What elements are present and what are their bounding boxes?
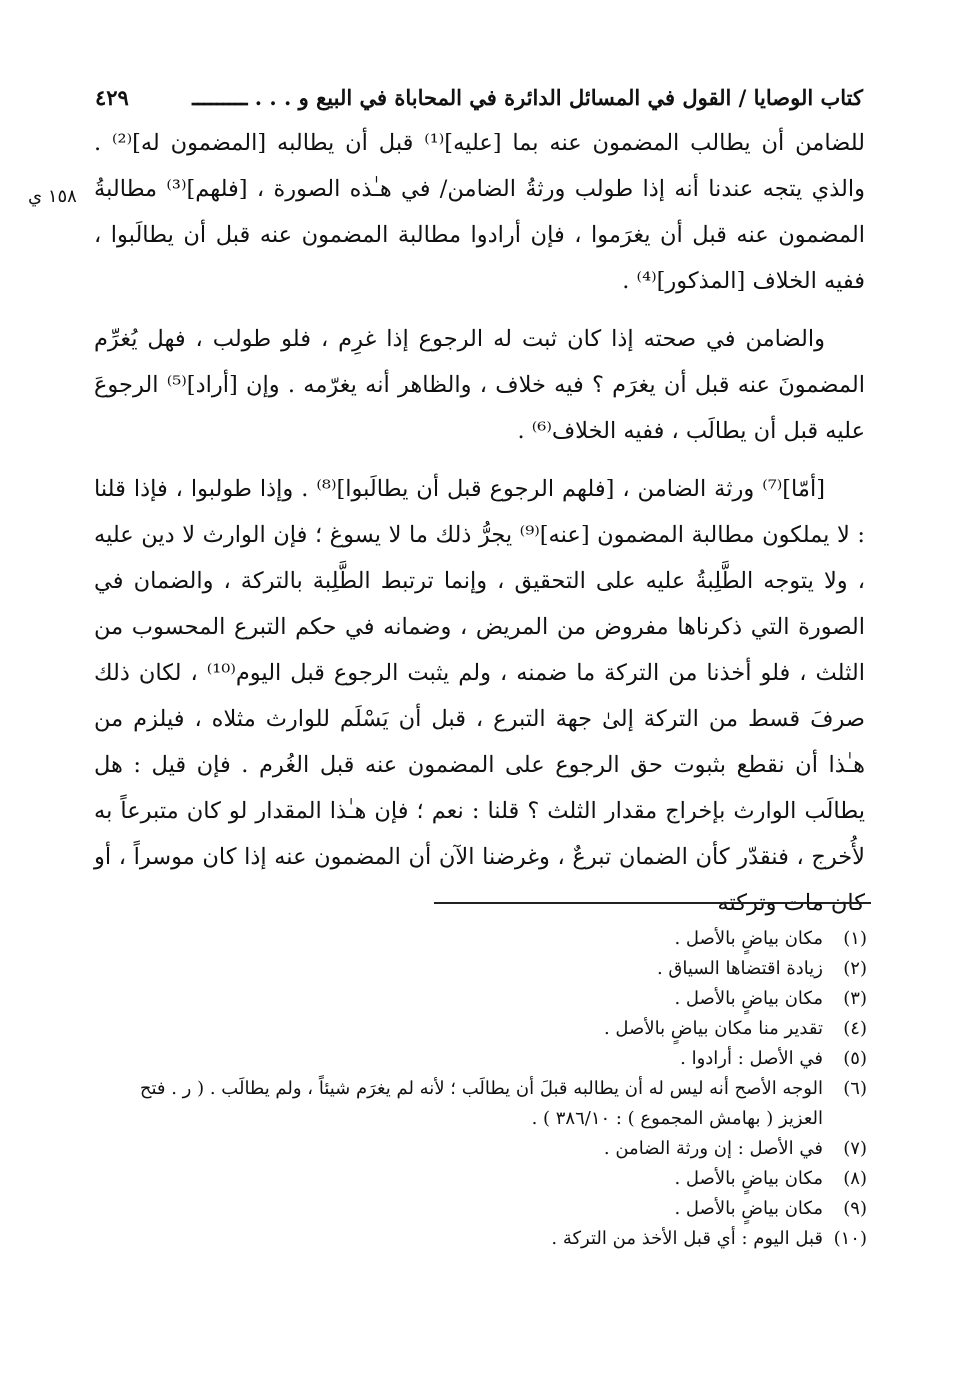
footnote-number: (٥) — [843, 1048, 867, 1069]
footnote — [92, 954, 867, 984]
footnote-text: في الأصل : إن ورثة الضامن . — [603, 1138, 823, 1159]
footnote — [92, 984, 867, 1014]
footnote-text: الوجه الأصح أنه ليس له أن يطالبه قبلَ أن يطالَب ؛ لأنه لم يغرَم شيئاً ، ولم يطالَب . ( ر . فتح العزيز ( بهامش المجموع ) : ٣٨٦/١٠ ) . — [139, 1078, 823, 1129]
paragraph: والضامن في صحته إذا كان ثبت له الرجوع إذا غرِم ، فلو طولب ، فهل يُغرِّم المضمونَ عنه قبل أن يغرَم ؟ فيه خلاف ، والظاهر أنه يغرّمه . وإن [أراد]⁽⁵⁾ الرجوعَ عليه قبل أن يطالَب ، ففيه الخلاف⁽⁶⁾ . — [94, 326, 865, 444]
running-title: كتاب الوصايا / القول في المسائل الدائرة في المحاباة في البيع و . . . ـــــــــ — [192, 84, 863, 110]
footnote-text: مكان بياضٍ بالأصل . — [674, 928, 823, 949]
paragraph: للضامن أن يطالب المضمون عنه بما [عليه]⁽¹⁾ قبل أن يطالبه [المضمون له]⁽²⁾ . والذي يتجه عندنا أنه إذا طولب ورثةُ الضامن/ في هـٰذه الصورة ، [فلهم]⁽³⁾ مطالبةُ المضمون عنه قبل أن يغرَموا ، فإن أرادوا مطالبة المضمون عنه قبل أن يطالَبوا ، ففيه الخلاف [المذكور]⁽⁴⁾ . — [94, 130, 865, 294]
footnote-number: (٨) — [843, 1168, 867, 1189]
footnote-number: (١٠) — [833, 1228, 867, 1249]
footnote — [92, 1044, 867, 1074]
footnote-number: (٢) — [843, 958, 867, 979]
footnote — [92, 924, 867, 954]
footnote-text: زيادة اقتضاها السياق . — [656, 958, 823, 979]
footnote — [92, 1074, 867, 1134]
footnote — [92, 1164, 867, 1194]
footnote-number: (١) — [843, 928, 867, 949]
footnote-number: (٧) — [843, 1138, 867, 1159]
footnote-number: (٩) — [843, 1198, 867, 1219]
footnote-text: مكان بياضٍ بالأصل . — [674, 1168, 823, 1189]
footnote-text: مكان بياضٍ بالأصل . — [674, 1198, 823, 1219]
footnotes-list — [92, 924, 867, 1254]
running-header — [95, 78, 863, 116]
footnote-text: مكان بياضٍ بالأصل . — [674, 988, 823, 1009]
paragraph: [أمّا]⁽⁷⁾ ورثة الضامن ، [فلهم الرجوع قبل أن يطالَبوا]⁽⁸⁾ . وإذا طولبوا ، فإذا قلنا : لا يملكون مطالبة المضمون [عنه]⁽⁹⁾ يجرُّ ذلك ما لا يسوغ ؛ فإن الوارث لا دين عليه ، ولا يتوجه الطَّلِبةُ عليه على التحقيق ، وإنما ترتبط الطَّلِبة بالتركة ، والضمان في الصورة التي ذكرناها مفروض من المريض ، وضمانه في حكم التبرع المحسوب من الثلث ، فلو أخذنا من التركة ما ضمنه ، ولم يثبت الرجوع قبل اليوم⁽¹⁰⁾ ، لكان ذلك صرفَ قسط من التركة إلىٰ جهة التبرع ، قبل أن يَسْلَم للوارث مثلاه ، فيلزم من هـٰذا أن نقطع بثبوت حق الرجوع على المضمون عنه قبل الغُرم . فإن قيل : هل يطالَب الوارث بإخراج مقدار الثلث ؟ قلنا : نعم ؛ فإن هـٰذا المقدار لو كان متبرعاً به لأُخرج ، فنقدّر كأن الضمان تبرعٌ ، وغرضنا الآن أن المضمون عنه إذا كان موسراً ، أو كان مات وتركته — [94, 476, 865, 916]
footnote — [92, 1134, 867, 1164]
footnote — [92, 1014, 867, 1044]
main-text — [94, 120, 865, 926]
footnote-number: (٦) — [843, 1078, 867, 1099]
margin-folio-note: ١٥٨ ي — [28, 186, 77, 207]
footnote-text: في الأصل : أرادوا . — [680, 1048, 823, 1069]
footnote-text: تقدير منا مكان بياضٍ بالأصل . — [603, 1018, 823, 1039]
page-number: ٤٢٩ — [95, 84, 129, 110]
footnote-separator — [434, 902, 871, 904]
footnote-text: قبل اليوم : أي قبل الأخذ من التركة . — [551, 1228, 823, 1249]
footnote-number: (٣) — [843, 988, 867, 1009]
footnote — [92, 1194, 867, 1224]
footnote — [92, 1224, 867, 1254]
footnote-number: (٤) — [843, 1018, 867, 1039]
